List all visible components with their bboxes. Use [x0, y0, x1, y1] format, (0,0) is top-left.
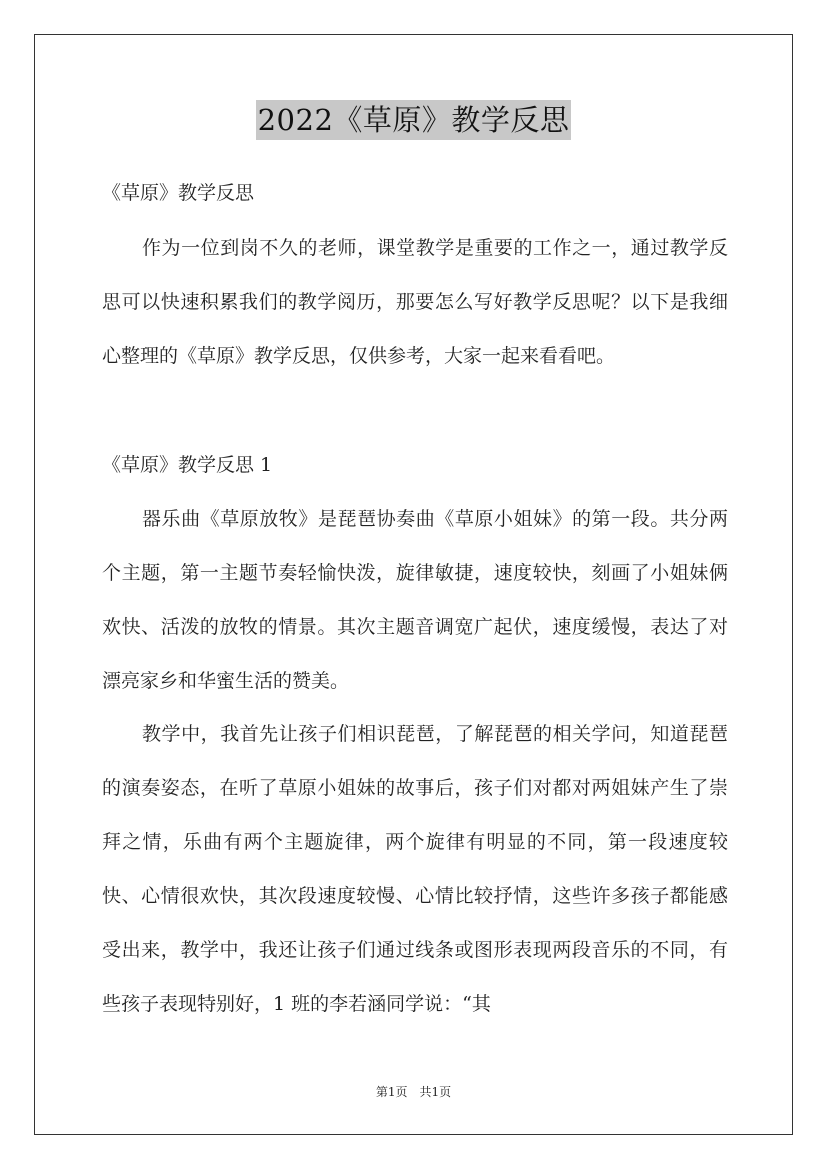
title-container: [0, 100, 827, 140]
page-number-footer: 第1页 共1页: [375, 1085, 452, 1099]
section1-paragraph-2: 教学中，我首先让孩子们相识琵琶，了解琵琶的相关学问，知道琵琶的演奏姿态，在听了草原小姐妹的故事后，孩子们对都对两姐妹产生了崇拜之情，乐曲有两个主题旋律，两个旋律有明显的不同，第一段速度较快、心情很欢快，其次段速度较慢、心情比较抒情，这些许多孩子都能感受出来，教学中，我还让孩子们通过线条或图形表现两段音乐的不同，有些孩子表现特别好，1 班的李若涵同学说：“其: [102, 723, 728, 1015]
section-heading-1: 《草原》教学反思 1: [102, 454, 273, 476]
document-title: 2022《草原》教学反思: [256, 100, 572, 140]
intro-paragraph: 作为一位到岗不久的老师，课堂教学是重要的工作之一，通过教学反思可以快速积累我们的教学阅历，那要怎么写好教学反思呢？以下是我细心整理的《草原》教学反思，仅供参考，大家一起来看看吧。: [102, 237, 728, 367]
document-subtitle: 《草原》教学反思: [102, 182, 255, 204]
section1-paragraph-1: 器乐曲《草原放牧》是琵琶协奏曲《草原小姐妹》的第一段。共分两个主题，第一主题节奏轻愉快泼，旋律敏捷，速度较快，刻画了小姐妹俩欢快、活泼的放牧的情景。其次主题音调宽广起伏，速度缓慢，表达了对漂亮家乡和华蜜生活的赞美。: [102, 508, 728, 692]
